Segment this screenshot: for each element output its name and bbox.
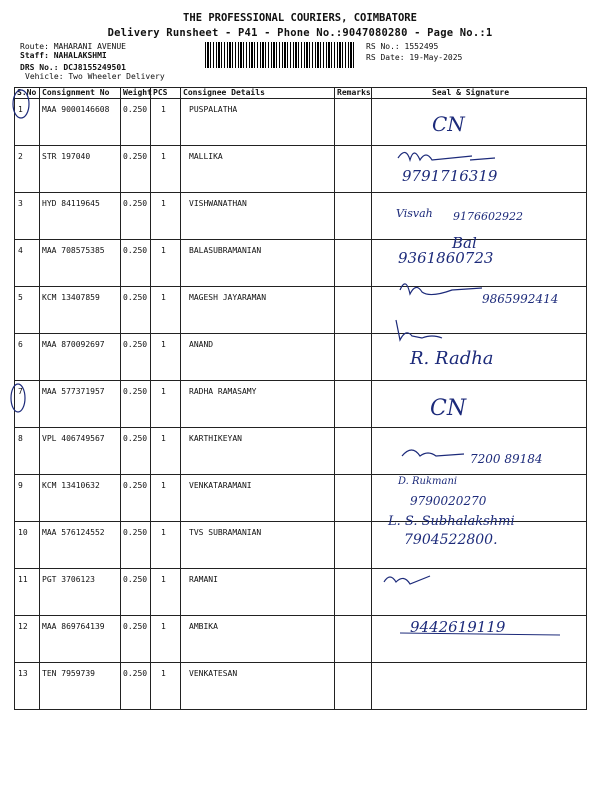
cell-consignee: TVS SUBRAMANIAN bbox=[181, 522, 335, 569]
cell-sno: 4 bbox=[15, 240, 40, 287]
hw-phone-13: 9442619119 bbox=[410, 618, 506, 636]
cell-sno: 2 bbox=[15, 146, 40, 193]
cell-pcs: 1 bbox=[151, 569, 181, 616]
hw-name-10: D. Rukmani bbox=[398, 476, 458, 487]
cell-pcs: 1 bbox=[151, 616, 181, 663]
cell-sno: 13 bbox=[15, 663, 40, 710]
col-consignment: Consignment No bbox=[40, 88, 121, 99]
col-sno: S.No bbox=[15, 88, 40, 99]
drs-line: DRS No.: DCJ8155249501 bbox=[20, 63, 126, 72]
hw-sig-7: R. Radha bbox=[410, 348, 494, 369]
cell-consignment: KCM 13410632 bbox=[40, 475, 121, 522]
cell-consignee: MALLIKA bbox=[181, 146, 335, 193]
runsheet-title: Delivery Runsheet - P41 - Phone No.:9047080280 - Page No.:1 bbox=[107, 27, 493, 39]
hw-name-11: L. S. Subhalakshmi bbox=[388, 514, 515, 529]
hw-phone-10: 9790020270 bbox=[410, 494, 487, 508]
cell-consignment: MAA 869764139 bbox=[40, 616, 121, 663]
cell-consignee: KARTHIKEYAN bbox=[181, 428, 335, 475]
cell-consignment: MAA 9000146608 bbox=[40, 99, 121, 146]
rs-no-value: 1552495 bbox=[404, 42, 439, 51]
cell-weight: 0.250 bbox=[121, 99, 151, 146]
hw-sig-8: CN bbox=[430, 396, 467, 421]
cell-consignment: PGT 3706123 bbox=[40, 569, 121, 616]
cell-weight: 0.250 bbox=[121, 287, 151, 334]
cell-pcs: 1 bbox=[151, 428, 181, 475]
signature-row-6 bbox=[396, 320, 442, 340]
cell-weight: 0.250 bbox=[121, 193, 151, 240]
cell-consignment: TEN 7959739 bbox=[40, 663, 121, 710]
cell-consignment: MAA 708575385 bbox=[40, 240, 121, 287]
cell-consignment: MAA 870092697 bbox=[40, 334, 121, 381]
staff-value: NAHALAKSHMI bbox=[53, 51, 107, 60]
cell-consignee: VISHWANATHAN bbox=[181, 193, 335, 240]
cell-pcs: 1 bbox=[151, 240, 181, 287]
vehicle-value: Two Wheeler Delivery bbox=[68, 72, 165, 81]
cell-pcs: 1 bbox=[151, 381, 181, 428]
cell-consignee: VENKATARAMANI bbox=[181, 475, 335, 522]
company-name: THE PROFESSIONAL COURIERS, COIMBATORE bbox=[183, 12, 417, 24]
col-remarks: Remarks bbox=[335, 88, 372, 99]
hw-phone-11: 7904522800. bbox=[404, 532, 498, 548]
cell-weight: 0.250 bbox=[121, 428, 151, 475]
cell-consignee: BALASUBRAMANIAN bbox=[181, 240, 335, 287]
cell-sno: 9 bbox=[15, 475, 40, 522]
cell-weight: 0.250 bbox=[121, 146, 151, 193]
circle-mark-row-1 bbox=[13, 90, 29, 118]
cell-weight: 0.250 bbox=[121, 569, 151, 616]
cell-consignment: MAA 577371957 bbox=[40, 381, 121, 428]
col-consignee: Consignee Details bbox=[181, 88, 335, 99]
cell-weight: 0.250 bbox=[121, 616, 151, 663]
signature-row-5 bbox=[400, 284, 482, 295]
cell-pcs: 1 bbox=[151, 287, 181, 334]
cell-weight: 0.250 bbox=[121, 663, 151, 710]
cell-consignee: VENKATESAN bbox=[181, 663, 335, 710]
staff-line: Staff: NAHALAKSHMI bbox=[20, 51, 107, 60]
rs-date-value: 19-May-2025 bbox=[409, 53, 463, 62]
cell-pcs: 1 bbox=[151, 663, 181, 710]
cell-consignee: AMBIKA bbox=[181, 616, 335, 663]
cell-pcs: 1 bbox=[151, 193, 181, 240]
cell-sno: 8 bbox=[15, 428, 40, 475]
hw-phone-9: 7200 89184 bbox=[470, 452, 543, 466]
rs-no-line: RS No.: 1552495 bbox=[366, 42, 439, 51]
cell-sno: 7 bbox=[15, 381, 40, 428]
signature-row-9 bbox=[402, 450, 464, 456]
route-line: Route: MAHARANI AVENUE bbox=[20, 42, 126, 51]
cell-weight: 0.250 bbox=[121, 522, 151, 569]
col-weight: Weight bbox=[121, 88, 151, 99]
cell-consignee: MAGESH JAYARAMAN bbox=[181, 287, 335, 334]
cell-sno: 10 bbox=[15, 522, 40, 569]
cell-pcs: 1 bbox=[151, 475, 181, 522]
vehicle-line: Vehicle: Two Wheeler Delivery bbox=[25, 72, 165, 81]
circle-mark-row-8 bbox=[11, 384, 25, 412]
cell-weight: 0.250 bbox=[121, 240, 151, 287]
hw-phone-5: 9865992414 bbox=[482, 292, 559, 306]
hw-sig-1: CN bbox=[432, 112, 465, 136]
cell-pcs: 1 bbox=[151, 522, 181, 569]
col-pcs: PCS bbox=[151, 88, 181, 99]
signature-row-12 bbox=[384, 576, 430, 584]
cell-weight: 0.250 bbox=[121, 381, 151, 428]
rs-date-line: RS Date: 19-May-2025 bbox=[366, 53, 463, 62]
cell-sno: 3 bbox=[15, 193, 40, 240]
cell-consignee: RAMANI bbox=[181, 569, 335, 616]
hw-name-3: Visvah bbox=[396, 207, 433, 220]
col-signature: Seal & Signature bbox=[372, 88, 587, 99]
cell-sno: 5 bbox=[15, 287, 40, 334]
cell-consignment: MAA 576124552 bbox=[40, 522, 121, 569]
hw-phone-4: 9361860723 bbox=[398, 249, 494, 267]
cell-consignment: VPL 406749567 bbox=[40, 428, 121, 475]
cell-consignment: HYD 84119645 bbox=[40, 193, 121, 240]
hw-phone-2: 9791716319 bbox=[402, 167, 498, 185]
cell-weight: 0.250 bbox=[121, 475, 151, 522]
cell-weight: 0.250 bbox=[121, 334, 151, 381]
drs-value: DCJ8155249501 bbox=[63, 63, 126, 72]
hw-name-4: Bal bbox=[452, 234, 477, 252]
cell-consignment: STR 197040 bbox=[40, 146, 121, 193]
cell-consignment: KCM 13407859 bbox=[40, 287, 121, 334]
route-value: MAHARANI AVENUE bbox=[53, 42, 126, 51]
cell-sno: 6 bbox=[15, 334, 40, 381]
cell-pcs: 1 bbox=[151, 146, 181, 193]
cell-pcs: 1 bbox=[151, 99, 181, 146]
signature-row-2 bbox=[398, 152, 495, 160]
cell-sno: 12 bbox=[15, 616, 40, 663]
cell-consignee: PUSPALATHA bbox=[181, 99, 335, 146]
cell-consignee: ANAND bbox=[181, 334, 335, 381]
cell-sno: 11 bbox=[15, 569, 40, 616]
cell-consignee: RADHA RAMASAMY bbox=[181, 381, 335, 428]
cell-pcs: 1 bbox=[151, 334, 181, 381]
cell-sno: 1 bbox=[15, 99, 40, 146]
hw-phone-3: 9176602922 bbox=[453, 210, 523, 223]
